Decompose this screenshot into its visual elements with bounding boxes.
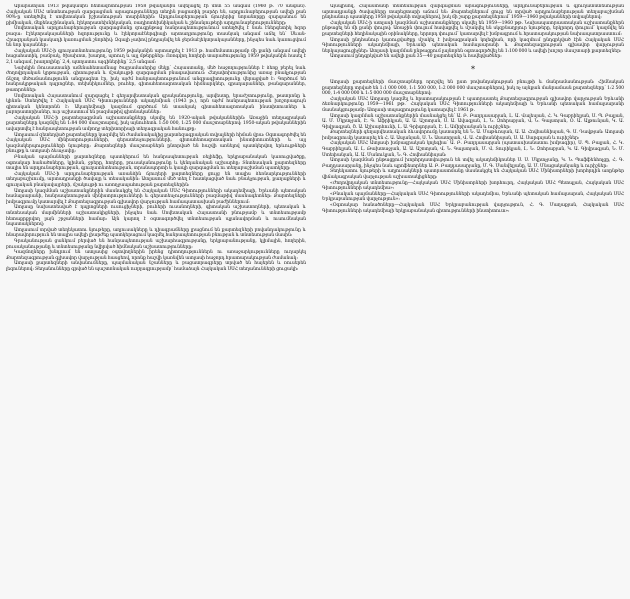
right-paragraph: Հայկական ՍՍՀ Ատլասի խմբագրական կոլեգիա՝ Ա. Բ. Բաղդասարյան (պատասխանատու խմբագիր), Ս. Պ. Բալյան, Հ. Կ. Գաբրիելյան, Ա. Լ. Թախտաջյան, Ա. Ա. Աշոտյան, Վ. Ն. Գալստյան, Մ. Վ. Տուրիկյան, Լ. Ն. Զոհրաբյան, Կ. Ա. Գիվրագյան, Ն. Մ. Ստեփանյան, Ա. Ա. Մանուկյան, Ն. Գ. Հովհաննիսյան։: [322, 141, 624, 158]
left-paragraph: Ատլասում զետեղված քարտեզները կազմվել են ժամանակակից քարտեզագրական տվյալների հիման վրա։ Օգտագործվել են Հայկական ՍՍՀ մինիստրությունների, գերատեսչությունների, գիտահետազոտական ինստիտուտների և այլ կազմակերպությունների նյութերը։ Քարտեզների մասշտաբներն ընտրված են հաշվի առնելով պատկերվող երևույթների բնույթը և ատլասի ձևաչափը։: [6, 132, 306, 155]
left-paragraph: Սովետական Հայաստանում զարգացել է գեղարվեստական գրականությունը, արվեստը, երաժշտությունը, թատրոնը և կինոն։ Ստեղծվել է Հայկական ՍՍՀ Գիտությունների ակադեմիան (1943 թ.), որն այժմ հանրապետության խոշորագույն գիտական կենտրոնն է։ Ակադեմիայի կազմում գործում են տասնյակ գիտահետազոտական ինստիտուտներ և լաբորատորիաներ, ուր աշխատում են բազմաթիվ գիտնականներ։: [6, 93, 306, 116]
left-paragraph: Հայկական ՍՍՀ-ի քարտեզագրման աշխատանքները սկսվել են 1920-ական թվականներին։ Առաջին տեղագրական քարտեզները կազմվել են 1:84 000 մասշտաբով, իսկ այնուհետև 1:50 000, 1:25 000 մասշտաբներով։ 1950-ական թվականներին ավարտվել է հանրապետության ամբողջ տերիտորիայի տեղագրական հանույթը։: [6, 115, 306, 133]
right-paragraph: Ատլասի քարտեզների մասշտաբները որոշվել են ըստ բովանդակության բնույթի և մանրամասնության։ Հիմնական քարտեզները տրված են 1:1 000 000, 1:1 500 000, 1:2 000 000 մասշտաբներով, իսկ ոչ այնքան մանրամասն քարտեզները՝ 1:2 500 000, 1:4 000 000 և 1:5 000 000 մասշտաբներով։: [322, 79, 624, 97]
left-paragraph: Ատլասում տրված տեղեկատու նյութերը, աղյուսակները և դիագրամները լրացնում են քարտեզների բովանդակությունը և հնարավորություն են տալիս ավելի լիարժեք պատկերացում կազմել հանրապետության բնության և տնտեսության մասին։: [6, 227, 306, 239]
left-paragraph: Ատլասը նախատեսված է դպրոցների ուսուցիչների, բուհերի ուսանողների, գիտական աշխատողների, պետական և տնտեսական մարմինների աշխատակիցների, ինչպես նաև Սովետական Հայաստանի բնությամբ և տնտեսությամբ հետաքրքրվող լայն շրջանների համար։ Այն կարող է օգտագործվել տնտեսության պլանավորման և ուսումնական նպատակներով։: [6, 205, 306, 228]
right-paragraph: Ատլասի կազմման ընթացքում խորհրդատվություն են տվել ակադեմիկոսներ Ս. Ս. Մկրտչյանը, Կ. Ն. Պաֆֆենհոլցը, Հ. Գ. Բաղդասարյանը, ինչպես նաև պրոֆեսորներ Ա. Բ. Բաղդասարյանը, Մ. Գ. Մանվելյանը, Ա. Մ. Մնացականյանը և ուրիշներ։: [322, 158, 624, 169]
section-separator-star: *: [471, 64, 475, 74]
left-paragraph: Կազմողները խնդրում են ատլասից օգտվողներին իրենց դիտողություններն ու առաջարկությունները ուղարկել Քարտեզագրության գլխավոր վարչության հասցեով, որոնք հաշվի կառնվեն ատլասի հաջորդ հրատարակության ժամանակ։: [6, 250, 306, 261]
right-paragraph: «Օգտակար հանածոները—Հայկական ՍՍՀ Երկրաբանության վարչություն, Հ. Գ. Մաղաքյան, Հայկական ՍՍՀ Գիտությունների ակադեմիայի երկրաբանական գիտությունների ինստիտուտ»։: [322, 203, 624, 214]
right-paragraph: Այսպիսով, Հայաստանի տնտեսության զարգացման արագությունները, արդյունաբերության և գյուղատնտեսության արտադրանքի ծավալները տարեցտարի աճում են։ Քարտեզներում ցույց են տրված արդյունաբերության տեղաբաշխման ընդհանուր պատկերը 1958 թվականի տվյալներով, իսկ մի շարք քարտեզներում՝ 1959—1960 թվականների տվյալներով։: [322, 4, 624, 21]
left-paragraph: Արարատյան 1913 թվականին հետազոտության 1958 թվականին ավելացել էր մոտ 55 անգամ (1960 թ. 70 անգամ). Հայկական ՍՍՀ տնտեսության զարգացման արագությունները տեղին բացառիկ բարձր են, արդյունաբերության ավելի քան 90%-ը ստեղծվել է սովետական իշխանության տարիներին։ Արդյունաբերության ճյուղերից նորանորքը զարգանում են քիմիական, մեքենաշինական, էլեկտրատեխնիկական, ռադիոտեխնիկական և շինանյութերի արդյունաբերությունները։: [6, 4, 306, 26]
left-paragraph: Ատլասի կազմման աշխատանքներին մասնակցել են Հայկական ՍՍՀ Գիտությունների ակադեմիայի, Երևանի պետական համալսարանի, հանրապետության մինիստրությունների և գերատեսչությունների բազմաթիվ մասնագետներ։ Քարտեզների խմբագրումը կատարվել է Քարտեզագրության գլխավոր վարչության համապատասխան բաժիններում։: [6, 188, 306, 205]
right-paragraph: Հայկական ՍՍՀ Ատլասը կազմել և հրատարակության է պատրաստել Քարտեզագրության գլխավոր վարչության Երևանի ձեռնարկությունը 1959—1961 թթ.՝ Հայկական ՍՍՀ Գիտությունների ակադեմիայի և Երևանի պետական համալսարանի մասնակցությամբ։ Ատլասի տպագրությունը կատարվել է 1961 թ.: [322, 96, 624, 113]
left-paragraph: Նախկին Ռուսաստանի ամենահետամնաց ծայրամասերից մեկը՝ Հայաստանը, մեծ հաջողություններ է ձեռք բերել նաև ժողովրդական կրթության, գիտության և մշակույթի զարգացման բնագավառում։ Հեղափոխությունից առաջ բնակչության ճնշող մեծամասնությունն անգրագետ էր, իսկ այժմ հանրապետությունում անգրագիտությունը վերացված է։ Գործում են հանրակրթական դպրոցներ, տեխնիկումներ, բուհեր, գիտահետազոտական հիմնարկներ, գրադարաններ, թանգարաններ, թատրոններ։: [6, 65, 306, 93]
left-paragraph: Գրականության ցանկում բերված են հանրապետության աշխարհագրությանը, երկրաբանությանը, կլիմային, հողերին, բուսականությանը և տնտեսությանը նվիրված հիմնական աշխատությունները։: [6, 238, 306, 250]
right-paragraph: «Բնական պայմանները—Հայկական ՍՍՀ Գիտությունների ակադեմիա, Երևանի պետական համալսարան, Հայկական ՍՍՀ Երկրաբանության վարչություն»։: [322, 191, 624, 203]
left-text-column: [6, 4, 306, 595]
left-paragraph: Հայկական ՍՍՀ-ի գյուղատնտեսությունը 1959 թվականին արտադրել է 1913 թ. համեմատությամբ մի քանի անգամ ավելի հացահատիկ, բամբակ, ծխախոտ, խաղող, պտուղ և այլ մթերքներ։ Ոռոգվող հողերի տարածությունը 1959 թվականին հասել է 2,1 անգամ, խաղողինը՝ 2,4, պտղատու այգիներինը՝ 2,5 անգամ։: [6, 48, 306, 65]
right-paragraph: Քարտեզների գեղարվեստական ձևավորումը կատարել են Ն. Ա. Մաթևոսյան, Ա. Ա. Հովհաննիսյան, Գ. Ս. Դավթյան։ Ատլասի խմբագրումը կատարել են Հ. Ա. Ասլանյան, Ս. Ն. Ասատրյան, Վ. Ա. Հովհաննիսյան, Ս. Ա. Սարգսյան և ուրիշներ։: [322, 130, 624, 141]
right-paragraph: «Ժողովրդական տնտեսությունը—Հայկական ՍՍՀ Մինիստրների խորհուրդ, Հայկական ՍՍՀ Պետպլան, Հայկական ՍՍՀ Գիտությունների ակադեմիա»։: [322, 180, 624, 192]
right-paragraph: Ատլասի կազմման աշխատանքներին մասնակցել են՝ Ա. Բ. Բաղդասարյան, Լ. Ա. Վալեսյան, Հ. Կ. Գաբրիելյան, Ս. Պ. Բալյան, Ա. Մ. Մկրտչյան, Է. Գ. Աֆրիկյան, Ա. Ա. Աշոտյան, Ս. Ա. Ավագյան, Լ. Ն. Զոհրաբյան, Վ. Ն. Գալստյան, Օ. Ա. Ալթունյան, Կ. Ա. Գիվրագյան, Շ. Ա. Աշխարհունի, Լ. Ա. Գրիգորյան, Է. Լ. Ամիրխանյան և ուրիշներ։: [322, 113, 624, 130]
right-paragraph: Հայկական ՍՍՀ-ի ատլասի կազմման աշխատանքները սկսվել են 1959—1960 թթ. Նախապատրաստական աշխատանքներն ընթացել են մի քանի փուլով։ Առաջին փուլում հավաքվել և մշակվել են սկզբնաղբյուր նյութերը, երկրորդ փուլում՝ կազմվել են քարտեզների հեղինակային օրինակները, երրորդ փուլում՝ կատարվել է խմբագրում և հրատարակության նախապատրաստում։: [322, 20, 624, 37]
right-text-column: [322, 4, 624, 595]
left-paragraph: Բնական պայմանների քարտեզները պատկերում են հանրապետության ռելիեֆը, երկրաբանական կառուցվածքը, օգտակար հանածոները, կլիման, ջրերը, հողերը, բուսականությունը և կենդանական աշխարհը։ Տնտեսական քարտեզները տալիս են արդյունաբերության, գյուղատնտեսության, տրանսպորտի և կապի զարգացման ու տեղաբաշխման պատկերը։: [6, 155, 306, 172]
left-paragraph: Սովետական արդյունաբերության զարգացմանը զուգընթաց հանրապետությունում ստեղծվել է նաև էներգետիկ հզոր բազա։ Էլեկտրակայանների հզորությունը և էլեկտրաէներգիայի արտադրությունը տասնյակ անգամ աճել են՝ Սևան-Հրազդանյան կասկադի կառուցման շնորհիվ։ Զգալի չափով ընդլայնվել են ջերմաէլեկտրակայանները, ինչպես նաև կառուցվում են նոր կայաններ։: [6, 26, 306, 49]
right-paragraph: Ատլասում ընդգրկված են ավելի քան 35—40 քարտեզներ և հավելվածներ։: [330, 54, 502, 60]
right-paragraph: Ատլասի ընդհանուր կառուցվածքը մշակել է խմբագրական կոլեգիան, որի կազմում ընդգրկված էին Հայկական ՍՍՀ Գիտությունների ակադեմիայի, Երևանի պետական համալսարանի և Քարտեզագրության գլխավոր վարչության ներկայացուցիչներ։ Ատլասի կազմման ընթացքում լայնորեն օգտագործվել են 1:100 000 և ավելի խոշոր մասշտաբի քարտեզներ։: [322, 37, 624, 54]
right-paragraph: Տեղեկատու նյութերի և աղյուսակների պատրաստմանը մասնակցել են Հայկական ՍՍՀ Մինիստրների խորհրդին առընթեր վիճակագրական վարչության աշխատակիցները։: [322, 169, 624, 181]
left-paragraph: Ատլասի քարտեզների անվանումները, պայմանական նշանները և բացատրագրերը տրված են հայերեն և ռուսերեն լեզուներով։ Տեղանունները գրված են պաշտոնական ուղղագրությամբ՝ համաձայն Հայկական ՍՍՀ տեղանունների ցուցակի։: [6, 261, 306, 272]
left-paragraph: Հայկական ՍՍՀ-ի արդյունաբերության առանձին ճյուղերի քարտեզները ցույց են տալիս ձեռնարկությունների տեղաբաշխումը, արտադրանքի ծավալը և տեսականին։ Ատլասում մեծ տեղ է հատկացված նաև բնակչության, քաղաքների և գյուղական բնակավայրերի, մշակույթի ու առողջապահության քարտեզներին։: [6, 171, 306, 188]
